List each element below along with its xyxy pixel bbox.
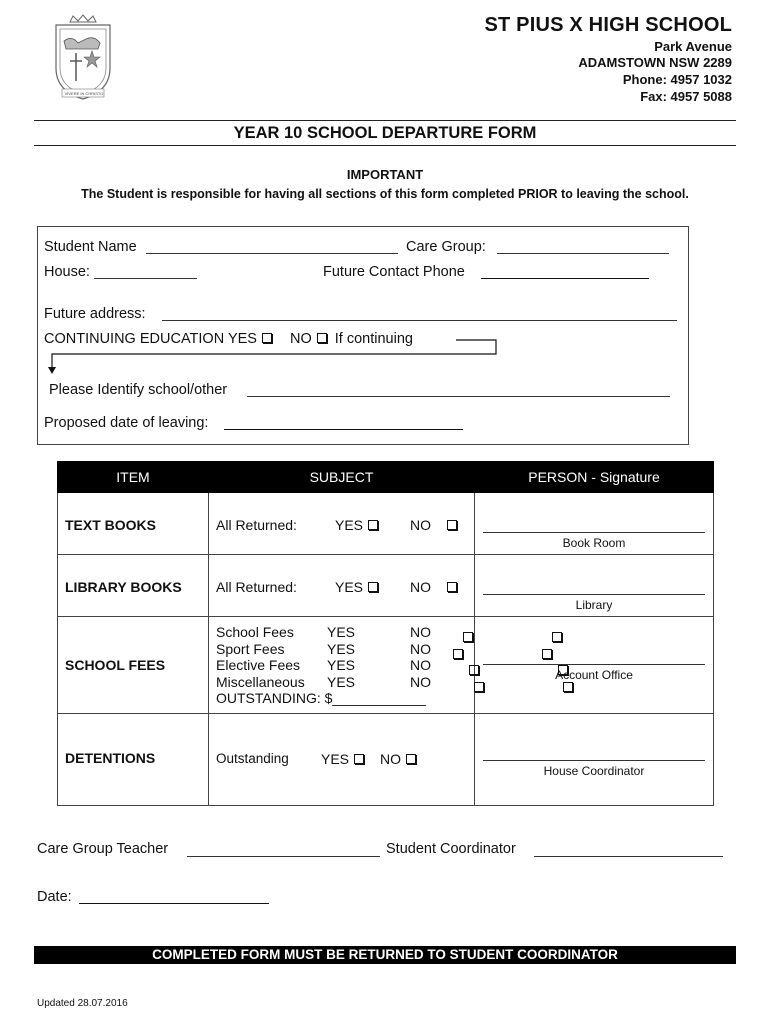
no-label: NO [410,624,431,640]
student-name-label: Student Name [44,239,137,255]
no-label: NO [410,673,431,690]
house-field[interactable] [94,278,197,279]
form-title: YEAR 10 SCHOOL DEPARTURE FORM [233,124,537,142]
important-heading: IMPORTANT [346,167,424,182]
leaving-date-field[interactable] [224,429,463,430]
yes-label: YES [327,640,356,657]
date-label: Date: [37,889,72,905]
address-line-1: Park Avenue [654,39,732,54]
header-signature: PERSON - Signature [475,462,714,493]
title-bottom-rule [34,145,736,146]
if-continuing-label: If continuing [334,331,413,347]
item-school-fees: SCHOOL FEES [65,657,166,673]
title-top-rule [34,120,736,121]
house-label: House: [44,264,90,280]
fee-name: Sport Fees [216,640,285,657]
detentions-no-checkbox[interactable] [406,754,416,764]
continuing-no-label: NO [290,331,312,347]
date-field[interactable] [79,903,269,904]
subject-label: All Returned: [216,579,297,595]
yes-label: YES [327,657,356,673]
no-label: NO [410,657,431,673]
outstanding-amount: OUTSTANDING: $____________ [216,690,426,706]
fax-number: Fax: 4957 5088 [640,89,732,104]
continuing-arrow-icon [44,336,504,376]
future-address-label: Future address: [44,306,146,322]
continuing-education-label: CONTINUING EDUCATION YES [44,331,257,347]
school-fees-yes-checkbox[interactable] [463,632,473,642]
fee-row [216,673,431,691]
header-subject: SUBJECT [209,462,475,493]
no-label: NO [410,579,431,595]
future-phone-label: Future Contact Phone [323,264,465,280]
book-room-signature-line[interactable] [483,532,705,533]
leaving-date-label: Proposed date of leaving: [44,415,209,431]
return-instruction-banner: COMPLETED FORM MUST BE RETURNED TO STUDENT COORDINATOR [34,946,736,964]
library-signature-line[interactable] [483,594,705,595]
identify-school-field[interactable] [247,396,670,397]
detentions-yes-checkbox[interactable] [354,754,364,764]
important-text: The Student is responsible for having all sections of this form completed PRIOR to leaving the school. [81,187,689,201]
fee-name: Miscellaneous [216,673,305,690]
fees-list [216,624,431,707]
signer-house-coordinator: House Coordinator [543,764,645,778]
signer-library: Library [575,598,613,612]
item-text-books: TEXT BOOKS [65,517,157,533]
fee-row [216,624,431,641]
phone-number: Phone: 4957 1032 [622,72,732,87]
house-coordinator-signature-line[interactable] [483,760,705,761]
sport-fees-yes-checkbox[interactable] [453,649,463,659]
fee-row [216,640,431,658]
student-name-field[interactable] [146,253,398,254]
yes-label: YES [327,624,356,640]
no-label: NO [410,517,431,533]
care-group-teacher-field[interactable] [187,856,380,857]
yes-label: YES [335,579,364,595]
care-group-label: Care Group: [406,239,486,255]
identify-school-label: Please Identify school/other [49,382,228,398]
signer-book-room: Book Room [562,536,626,550]
table-header-row [58,462,714,493]
table-row [58,493,714,555]
yes-label: YES [321,751,350,767]
table-row [58,714,714,806]
future-address-field[interactable] [162,320,677,321]
yes-label: YES [327,673,356,690]
signer-account-office: Account Office [555,668,633,682]
clearance-table [57,461,714,806]
account-office-signature-line[interactable] [483,664,705,665]
table-row [58,555,714,617]
care-group-field[interactable] [497,253,669,254]
library-yes-checkbox[interactable] [368,582,378,592]
subject-label: All Returned: [216,517,297,533]
yes-label: YES [335,517,364,533]
school-crest-logo [52,13,114,103]
fee-name: School Fees [216,624,294,640]
student-coordinator-field[interactable] [534,856,723,857]
school-name: ST PIUS X HIGH SCHOOL [484,14,732,36]
updated-date: Updated 28.07.2016 [37,998,128,1009]
text-books-no-checkbox[interactable] [447,520,457,530]
table-row [58,617,714,714]
crest-motto: VIVERE IN CHRISTO [64,91,104,96]
text-books-yes-checkbox[interactable] [368,520,378,530]
no-label: NO [380,751,401,767]
fee-row [216,657,431,674]
future-phone-field[interactable] [481,278,649,279]
fee-name: Elective Fees [216,657,301,673]
header-item: ITEM [58,462,209,493]
no-label: NO [410,640,431,657]
item-detentions: DETENTIONS [65,750,156,766]
care-group-teacher-label: Care Group Teacher [37,841,169,857]
subject-label: Outstanding [216,751,289,766]
library-no-checkbox[interactable] [447,582,457,592]
item-library-books: LIBRARY BOOKS [65,579,182,595]
address-line-2: ADAMSTOWN NSW 2289 [578,55,732,70]
student-coordinator-label: Student Coordinator [386,841,516,857]
